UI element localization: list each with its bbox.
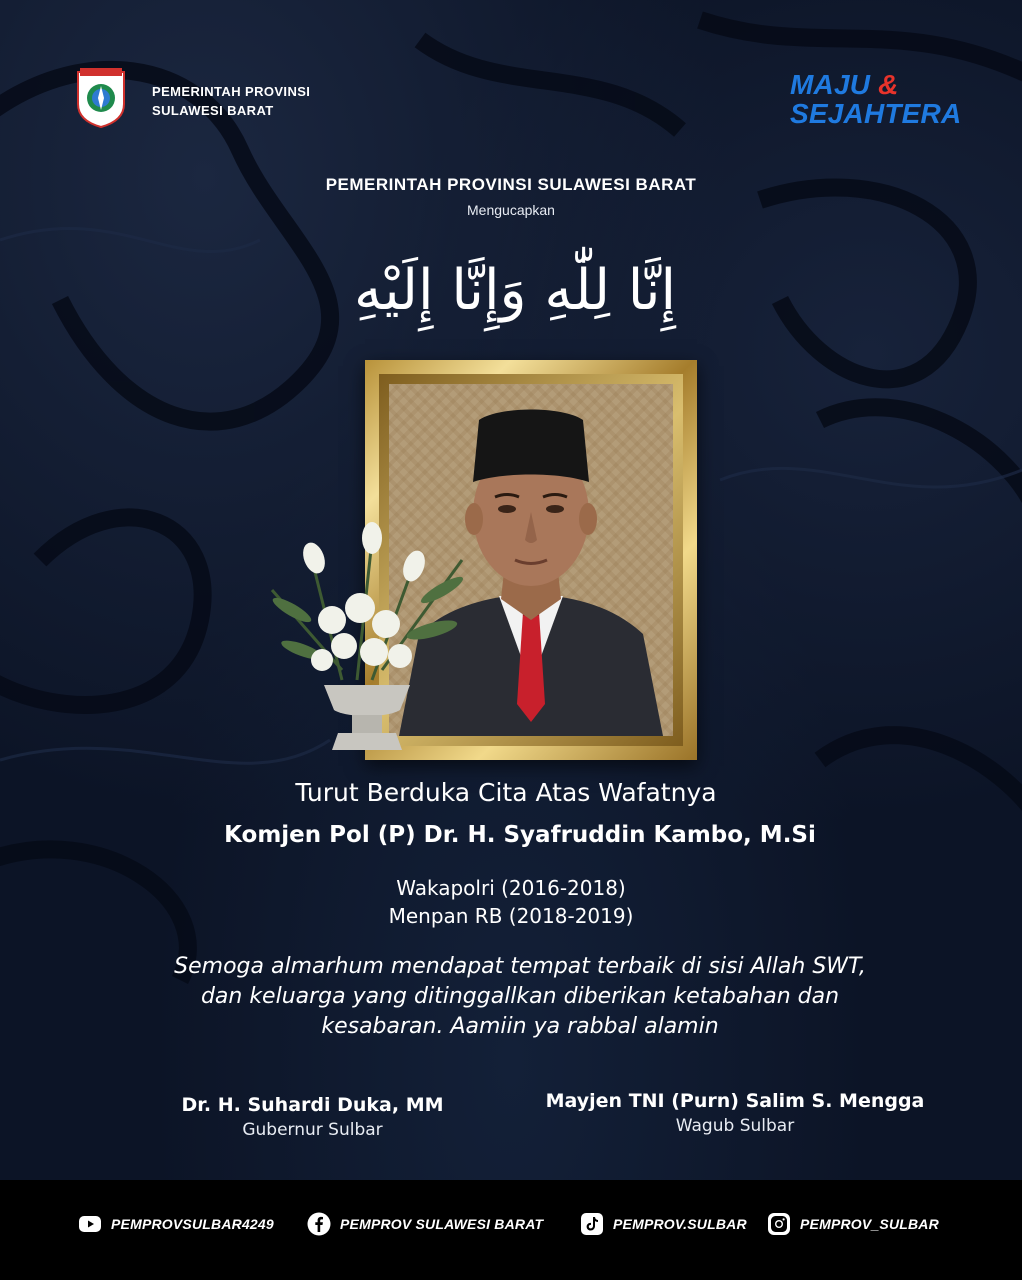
signer-name: Mayjen TNI (Purn) Salim S. Mengga [545,1090,925,1112]
signer-title: Gubernur Sulbar [242,1120,383,1140]
tiktok-icon [580,1212,604,1236]
slogan-ampersand: & [878,69,899,100]
flower-vase [262,520,472,760]
page-subtitle: Mengucapkan [467,202,555,218]
social-label: PEMPROV_SULBAR [800,1216,939,1232]
province-logo [74,66,128,128]
prayer-text: Semoga almarhum mendapat tempat terbaik di sisi Allah SWT, dan keluarga yang ditinggallkan diberikan ketabahan dan kesabaran. Aamiin ya rabbal alamin [174,954,866,1039]
signer-title: Wagub Sulbar [675,1116,795,1136]
social-tiktok[interactable] [580,1212,747,1236]
signer-governor [150,1094,475,1140]
condolence-text: Turut Berduka Cita Atas Wafatnya [295,778,717,807]
instagram-icon [767,1212,791,1236]
social-instagram[interactable] [767,1212,939,1236]
org-name-line1: PEMERINTAH PROVINSI [152,84,311,99]
signer-name: Dr. H. Suhardi Duka, MM [181,1094,444,1116]
deceased-name: Komjen Pol (P) Dr. H. Syafruddin Kambo, M.Si [224,822,816,848]
slogan-line1: MAJU [790,69,871,100]
social-facebook[interactable] [307,1212,543,1236]
position-item: Menpan RB (2018-2019) [388,904,634,928]
page-title: PEMERINTAH PROVINSI SULAWESI BARAT [325,175,697,194]
social-label: PEMPROV.SULBAR [613,1216,747,1232]
footer-bar [0,1180,1022,1280]
org-name [152,82,310,120]
slogan [790,69,962,129]
positions [0,874,1022,930]
arabic-calligraphy: إِنَّا لِلّٰهِ وَإِنَّا إِلَيْهِ [353,258,677,323]
slogan-line2: SEJAHTERA [790,98,962,129]
org-name-line2: SULAWESI BARAT [152,103,274,118]
position-item: Wakapolri (2016-2018) [396,876,626,900]
social-youtube[interactable] [78,1212,274,1236]
social-label: PEMPROVSULBAR4249 [111,1216,274,1232]
signer-vice-governor [520,1090,950,1136]
youtube-icon [78,1212,102,1236]
facebook-icon [307,1212,331,1236]
social-label: PEMPROV SULAWESI BARAT [340,1216,544,1232]
